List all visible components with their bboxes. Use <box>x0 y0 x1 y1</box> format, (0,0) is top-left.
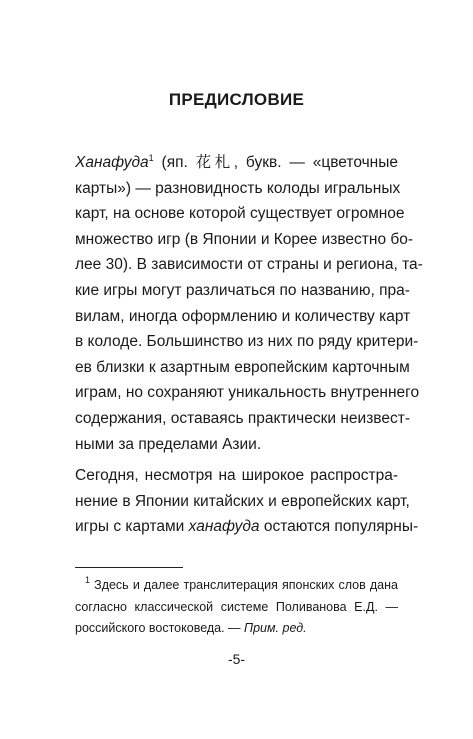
line-text: игры с картами <box>75 518 189 536</box>
term-hanafuda: Ханафуда <box>75 154 149 171</box>
text-line: нение в Японии китайских и европейских карт, <box>75 492 410 510</box>
footnote <box>75 575 398 640</box>
text-line <box>75 150 398 176</box>
text-line: в колоде. Большинство из них по ряду критери- <box>75 333 419 351</box>
text-line: играм, но сохраняют уникальность внутреннего <box>75 384 420 402</box>
text-line: карт, на основе которой существует огромное <box>75 205 405 223</box>
footnote-text: российского востоковеда. — <box>75 621 245 635</box>
footnote-text: Здесь и далее транслитерация японских слов дана <box>90 578 398 592</box>
text-line: содержания, оставаясь практически неизвест- <box>75 409 410 427</box>
text-line: ными за пределами Азии. <box>75 435 262 453</box>
paragraph-2 <box>75 463 419 540</box>
footnote-marker: 1 <box>85 575 91 585</box>
footnote-divider <box>75 567 183 568</box>
text-line: Сегодня, несмотря на широкое распростра- <box>75 467 398 485</box>
main-text <box>75 150 423 540</box>
text-line: кие игры могут различаться по названию, пра- <box>75 281 410 299</box>
footnote-line <box>75 618 398 640</box>
page-number: -5- <box>227 651 246 667</box>
footnote-line: согласно классической системе Поливанова Е.Д. — <box>75 599 398 614</box>
text-line: карты») — разновидность колоды игральных <box>75 179 401 197</box>
text-line: ев близки к азартным европейским карточным <box>75 358 410 376</box>
line-text: остаются популярны- <box>259 518 419 536</box>
paragraph-1 <box>75 150 423 457</box>
text-line: вилам, иногда оформлению и количеству карт <box>75 307 411 325</box>
page-title: ПРЕДИСЛОВИЕ <box>168 90 305 109</box>
editor-note: Прим. ред. <box>244 621 307 635</box>
term-hanafuda: ханафуда <box>188 518 260 536</box>
text-line: лее 30). В зависимости от страны и региона, та- <box>75 256 423 274</box>
line-text: (яп. 花札, букв. — «цветочные <box>153 154 398 171</box>
text-line: множество игр (в Японии и Корее известно бо- <box>75 230 414 248</box>
footnote-marker: 1 <box>148 153 154 163</box>
footnote-line <box>75 575 398 597</box>
text-line <box>75 514 419 540</box>
